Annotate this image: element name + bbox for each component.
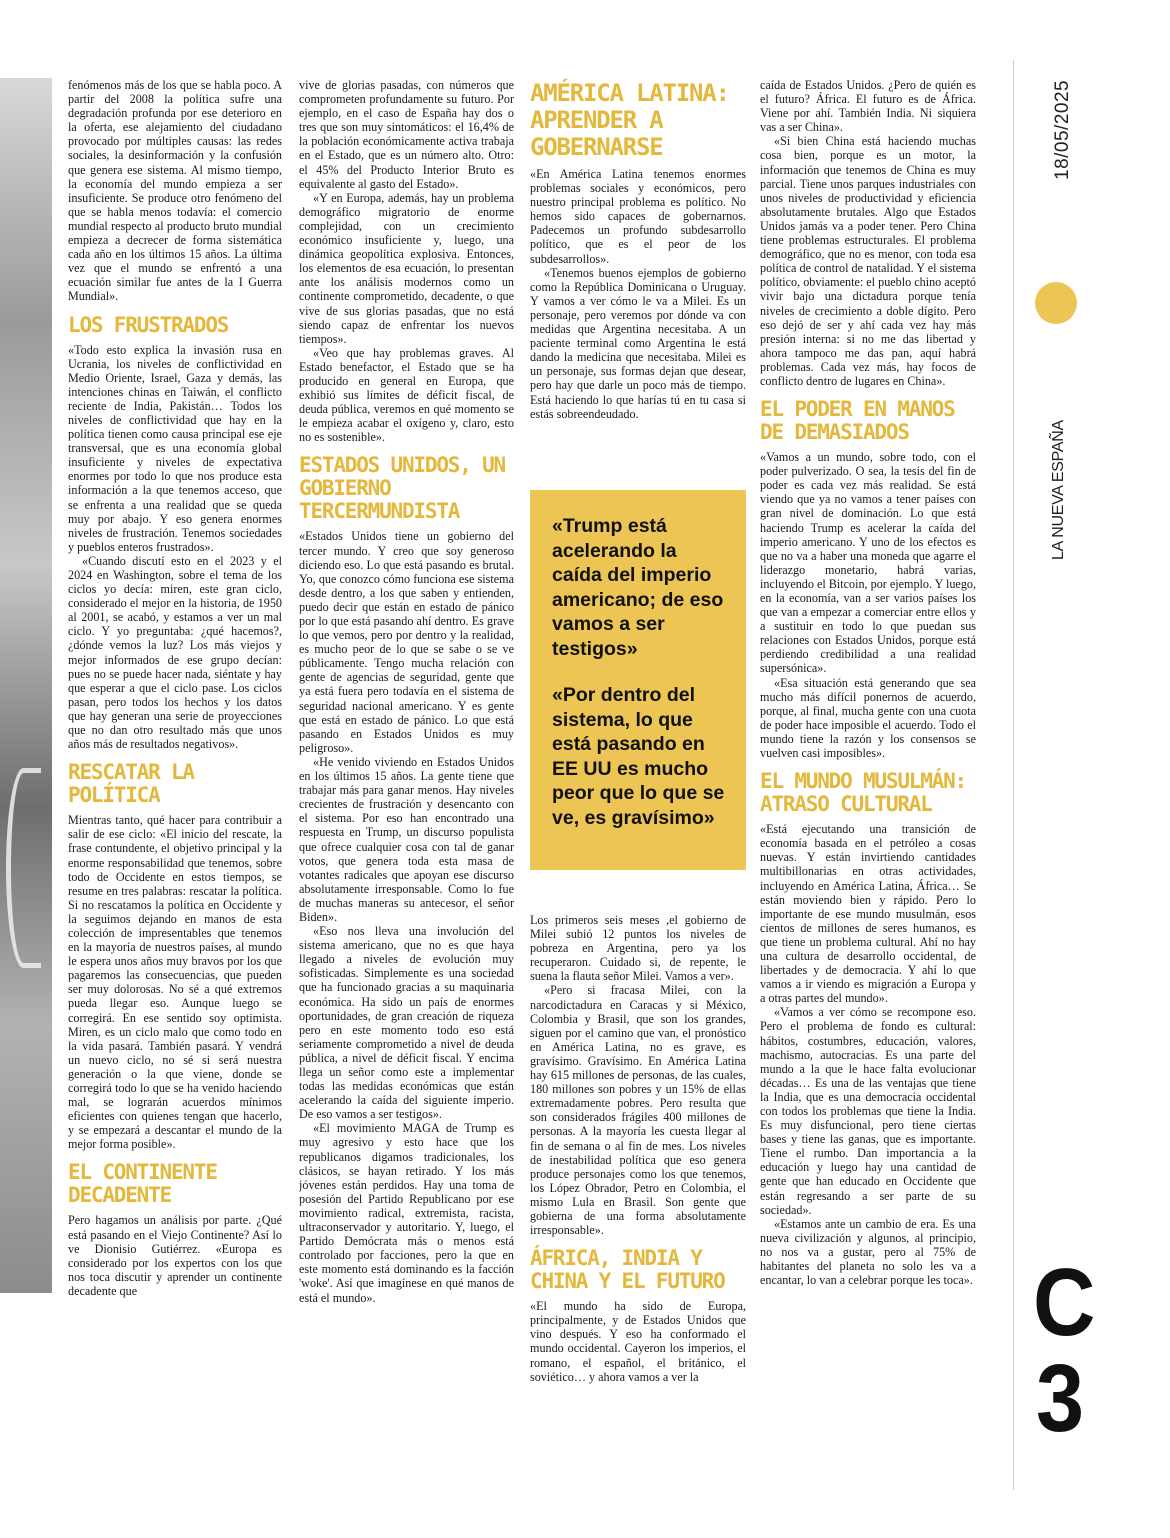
paragraph: «En América Latina tenemos enormes problemas sociales y económicos, pero nuestro principal problema es político. No hemos sido capaces de gobernarnos. Padecemos un profundo subdesarrollo político, que es el peor de los subdesarrollos». [530,167,746,266]
article-column-4 [760,78,976,1458]
paragraph: «Y en Europa, además, hay un problema demográfico migratorio de enorme complejidad, con un crecimiento económico insuficiente y, luego, una dinámica geopolítica explosiva. Entonces, los elementos de esa ecuación, lo presentan ante los análisis modernos como un continente comprometido, decadente, o que vive de sus glorias pasadas, que no está siendo capaz de enfrentar los nuevos tiempos». [299,190,514,346]
pull-quote-box [530,490,746,870]
pull-quote: «Trump está acelerando la caída del imperio americano; de eso vamos a ser testigos» [552,515,724,660]
paragraph: «Cuando discutí esto en el 2023 y el 2024 en Washington, sobre el tema de los ciclos yo decía: miren, este gran ciclo, considerado el mejor en la historia, de 1950 al 2001, se acabó, y estamos a ver un mal ciclo. Y yo preguntaba: ¿qué hacemos?, ¿dónde vemos la luz? Los más viejos y mejor informados de ese grupo decían: pues no se puede hacer nada, siéntate y hay que esperar a que el ciclo pase. Los ciclos pasan, pero todos los hechos y los datos que hay generan una serie de proyecciones que no dan otro resultado más que unos años más de resultados negativos». [68,553,282,752]
section-heading-america-latina: AMÉRICA LATINA: APRENDER A GOBERNARSE [530,79,729,161]
section-heading-el-continente-decadente: EL CONTINENTE DECADENTE [68,1160,217,1208]
paragraph: «Veo que hay problemas graves. Al Estado benefactor, el Estado que se ha producido en general en Europa, que exhibió sus límites de déficit fiscal, de deuda pública, veremos en qué momento se le empieza acabar el oxígeno y, claro, esto no es sostenible». [299,345,514,445]
paragraph: Pero hagamos un análisis por parte. ¿Qué está pasando en el Viejo Continente? Así lo ve Dionisio Gutiérrez. «Europa es considerado por los expertos con los que nos toca discutir y aprender un continente decadente que [68,1213,282,1298]
article-column-2 [299,78,514,1458]
paragraph: «He venido viviendo en Estados Unidos en los últimos 15 años. La gente tiene que trabajar más para ganar menos. Hay niveles crecientes de frustración y desencanto con el sistema. Por eso han encontrado una respuesta en Trump, un discurso populista que ofrece cualquier cosa con tal de ganar votos, que genera toda esta masa de votantes radicales que apoyan ese discurso absolutamente irresponsable. Como lo fue de muchas maneras su antecesor, el señor Biden». [299,754,514,924]
section-number: 3 [1035,1345,1085,1452]
cropped-photo [0,78,52,1293]
newspaper-name: LA NUEVA ESPAÑA [1050,420,1067,560]
paragraph: «Vamos a ver cómo se recompone eso. Pero el problema de fondo es cultural: hábitos, costumbres, educación, valores, machismo, autocracias. Es una parte del mundo a la que le hace falta evolucionar décadas… Es una de las ventajas que tiene la India, que es una democracia occidental con todos los problemas que tiene la India. Es muy disfuncional, pero tiene ciertas bases y tiene las ganas, que es importante. Tiene el rumbo. Dan importancia a la educación y luego hay una cantidad de gente que han educado en Occidente que están regresando a ser parte de su sociedad». [760,1005,976,1217]
section-heading-el-mundo-musulman: EL MUNDO MUSULMÁN: ATRASO CULTURAL [760,769,966,817]
paragraph: «Estamos ante un cambio de era. Es una nueva civilización y algunos, al principio, no nos va a gustar, pero al 75% de habitantes del planeta no solo les va a encantar, lo van a celebrar porque les toca». [760,1216,976,1288]
paragraph: «Estados Unidos tiene un gobierno del tercer mundo. Y creo que soy generoso diciendo eso. Lo que está pasando es brutal. Yo, que conozco cómo funciona ese sistema desde dentro, a los que saben y entienden, puedo decir que están en estado de pánico por lo que está pasando ahí dentro. Es grave lo que vemos, pero por dentro y la realidad, es mucho peor de lo que se sabe o se ve públicamente. Tengo mucha relación con gente de agencias de seguridad, gente que ya está fuera pero todavía en el sistema de seguridad nacional americano. Y es gente que está en estado de pánico. Lo que está pasando en Estados Unidos es muy peligroso». [299,529,514,755]
paragraph: «Tenemos buenos ejemplos de gobierno como la República Dominicana o Uruguay. Y vamos a ver cómo le va a Milei. Es un personaje, pero veremos por dónde va con medidas que Argentina necesitaba. A un paciente terminal como Argentina le está dando la medicina que necesitaba. Milei es un personaje, sus formas dejan que desear, pero hay que darle un poco más de tiempo. Está haciendo lo que harías tú en tu casa si estás sobreendeudado. [530,265,746,421]
section-color-dot [1035,282,1077,324]
paragraph: «Si bien China está haciendo muchas cosa bien, porque es un motor, la información que tenemos de China es muy parcial. Tiene unos parques industriales con unos niveles de productividad y eficiencia absolutamente brutales. Algo que Estados Unidos jamás va a poder tener. Pero China tiene problemas estructurales. El problema demográfico, que no es menor, con toda esa política de control de natalidad. Y el sistema político, obviamente: el pueblo chino aceptó vivir bajo una dictadura porque tenía niveles de crecimiento a doble dígito. Pero eso dejó de ser y ahí cada vez hay más presión interna: si no me das libertad y ahora tampoco me das pan, aquí habrá problemas. Cada vez más, hay focos de conflicto dentro de lugares en China». [760,134,976,388]
section-heading-los-frustrados: LOS FRUSTRADOS [68,312,229,337]
paragraph: caída de Estados Unidos. ¿Pero de quién es el futuro? África. El futuro es de África. Viene por ahí. También India. Ni siquiera vas a ser China». [760,78,976,135]
paragraph: «El mundo ha sido de Europa, principalmente, y de Estados Unidos que vino después. Y eso ha conformado el mundo occidental. Cayeron los imperios, el romano, el español, el británico, el soviético… y ahora vamos a ver la [530,1299,746,1384]
paragraph: «Eso nos lleva una involución del sistema americano, que no es que haya llegado a niveles de evolución muy sofisticadas. Simplemente es una sociedad que ha funcionado gracias a su maquinaria económica. Ha sido un país de enormes oportunidades, de gran creación de riqueza pero en este momento todo eso está seriamente comprometido a nivel de deuda pública, a nivel de déficit fiscal. Y encima llega un señor como este a implementar todas las medidas económicas que están acelerando la caída del siguiente imperio. De eso vamos a ser testigos». [299,924,514,1122]
article-column-3-top [530,78,746,448]
paragraph: Los primeros seis meses ,el gobierno de Milei subió 12 puntos los niveles de pobreza en Argentina, pero ya los recuperaron. Cuidado si, de repente, le suena la flauta señor Milei. Vamos a ver». [530,913,746,984]
paragraph: fenómenos más de los que se habla poco. A partir del 2008 la política sufre una degradación profunda por ese deterioro en la oferta, ese alejamiento del ciudadano provocado por múltiples causas: las redes sociales, la desinformación y la confusión que genera ese sistema. Al mismo tiempo, la economía del mundo empieza a ser insuficiente. Se produce otro fenómeno del que se habla menos todavía: el comercio mundial respecto al producto bruto mundial empieza a decrecer de forma sistemática cada año en los últimos 15 años. La última vez que el mundo se enfrentó a una ecuación similar fue antes de la I Guerra Mundial». [68,78,282,304]
paragraph: «Todo esto explica la invasión rusa en Ucrania, los niveles de conflictividad en Medio Oriente, Israel, Gaza y demás, las intenciones chinas en Taiwán, el conflicto reciente de India, Pakistán… Todos los niveles de conflictividad que hay en la política tienen como causa principal ese eje transversal, que es una economía global insuficiente y niveles de expectativa enormes por todo lo que nos produce esta información a la que tenemos acceso, que se enfrenta a una realidad que se queda muy por abajo. Y eso genera enormes niveles de frustración. Tenemos sociedades y pueblos enteros frustrados». [68,342,282,554]
paragraph: «Esa situación está generando que sea mucho más difícil ponernos de acuerdo, porque, al final, mucha gente con una cuota de poder hace imposible el acuerdo. Todo el mundo tiene la razón y los consensos se vuelven casi imposibles». [760,675,976,761]
section-heading-estados-unidos: ESTADOS UNIDOS, UN GOBIERNO TERCERMUNDISTA [299,453,505,524]
margin-rule [1013,60,1014,1490]
paragraph: «Vamos a un mundo, sobre todo, con el poder pulverizado. O sea, la tesis del fin de poder es cada vez más realidad. Se está viendo que ya no vamos a tener países con gran nivel de dominación. Lo que está haciendo Trump es acelerar la caída del imperio americano. Y uno de los efectos es que no va a haber una moneda que agarre el liderazgo monetario, habrá varias, incluyendo el Bitcoin, por ejemplo. Y luego, en la economía, van a ser varios países los que van a empezar a comerciar entre ellos y a sustituir en todo lo que puedan sus relaciones con Estados Unidos, porque está perdiendo credibilidad a una realidad supersónica». [760,450,976,676]
paragraph: vive de glorias pasadas, con números que comprometen profundamente su futuro. Por ejemplo, en el caso de España hay dos o tres que son muy sintomáticos: el 16,4% de la población económicamente activa trabaja en el Estado, que es un número alto. Otro: el 45% del Producto Interior Bruto es equivalente al gasto del Estado». [299,78,514,191]
article-column-1 [68,78,282,1458]
pull-quote: «Por dentro del sistema, lo que está pasando en EE UU es mucho peor que lo que se ve, es gravísimo» [552,684,725,829]
section-page-marker [1033,1249,1096,1452]
article-column-3-bottom [530,913,746,1453]
section-heading-africa-india-china: ÁFRICA, INDIA Y CHINA Y EL FUTURO [530,1246,725,1294]
paragraph: «El movimiento MAGA de Trump es muy agresivo y esto hace que los republicanos digamos tradicionales, los clásicos, se hayan retirado. Y los más jóvenes están perdidos. Hay una toma de posesión del Partido Republicano por ese movimiento radical, extremista, racista, ultraconservador y autoritario. Y, luego, el Partido Demócrata más o menos está controlado por facciones, pero la que en este momento está dominando es la facción 'woke'. Así que imagínese en qué manos de está el mundo». [299,1121,514,1305]
publication-date: 18/05/2025 [1052,79,1073,180]
section-letter: C [1033,1249,1096,1356]
paragraph: «Pero si fracasa Milei, con la narcodictadura en Caracas y si México, Colombia y Brasil, que son los grandes, siguen por el camino que van, el pronóstico en América Latina, no es grave, es gravísimo. Gravísimo. En América Latina hay 615 millones de personas, de las cuales, 180 millones son pobres y un 15% de ellas extremadamente pobres. Pero resulta que son considerados frágiles 400 millones de personas. A la mayoría les cuesta llegar al fin de semana o al fin de mes. Los niveles de inestabilidad política que eso genera produce personajes como los que tenemos, los López Obrador, Petro en Colombia, el mismo Lula en Brasil. Son gente que gobierna de una forma absolutamente irresponsable». [530,983,746,1238]
section-heading-el-poder: EL PODER EN MANOS DE DEMASIADOS [760,397,955,445]
paragraph: Mientras tanto, qué hacer para contribuir a salir de ese ciclo: «El inicio del rescate, la frase contundente, el objetivo principal y la enorme responsabilidad que tenemos, sobre todo de Occidente en estos tiempos, se resume en tres palabras: rescatar la política. Si no rescatamos la política en Occidente y la seguimos dejando en manos de esta colección de impresentables que tenemos en la mayoría de nuestros países, al mundo le espera unos años muy bravos por los que pagaremos las consecuencias, que pueden ser muy dolorosas. No sé a qué extremos pueda llegar eso. Aunque luego se corregirá. En ese sentido soy optimista. Miren, es un ciclo malo que como todo en la vida pasará. También pasará. Y vendrá un nuevo ciclo, no sé si será nuestra generación o la que viene, donde se corregirá todo lo que se ha venido haciendo mal, se lograrán acuerdos mínimos eficientes con quienes tengan que hacerlo, y se empezará a descantar el mundo de la mejor forma posible». [68,813,282,1152]
paragraph: «Está ejecutando una transición de economía basada en el petróleo a cosas nuevas. Y están invirtiendo cantidades multibillonarias en otras actividades, incluyendo en América Latina, África… Se están moviendo bien y rápido. Pero lo importante de ese mundo musulmán, esos cientos de millones de seres humanos, es que tiene un problema cultural. Ahí no hay una cultura de desarrollo occidental, de libertades y de democracia. Y ahí lo que vamos a ir viendo es migración a Europa y a otras partes del mundo». [760,822,976,1006]
section-heading-rescatar-la-politica: RESCATAR LA POLÍTICA [68,760,194,808]
